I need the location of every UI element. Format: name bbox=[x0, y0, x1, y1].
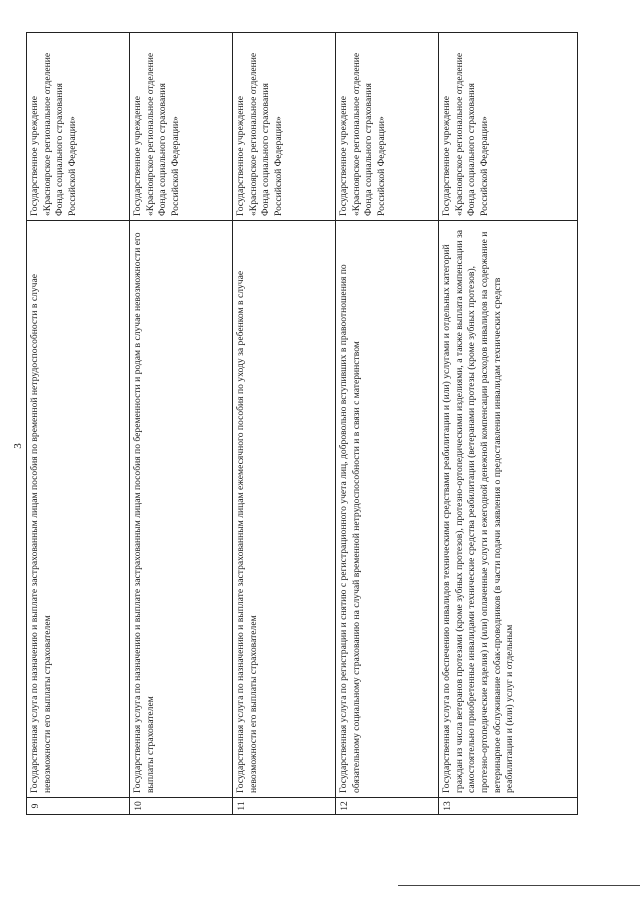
service-provider: Государственное учреждение «Красноярское региональное отделение Фонда социального страхования Российской Федерации» bbox=[336, 33, 439, 221]
services-table bbox=[26, 32, 578, 815]
service-provider: Государственное учреждение «Красноярское региональное отделение Фонда социального страхования Российской Федерации» bbox=[233, 33, 336, 221]
footer-rule bbox=[398, 885, 640, 886]
row-number: 12 bbox=[336, 798, 439, 815]
table-row bbox=[27, 33, 130, 815]
row-number: 13 bbox=[439, 798, 578, 815]
table-row bbox=[233, 33, 336, 815]
table-row bbox=[439, 33, 578, 815]
service-description: Государственная услуга по назначению и выплате застрахованным лицам ежемесячного пособия по уходу за ребенком в случае невозможности его выплаты страхователем bbox=[233, 221, 336, 798]
row-number: 9 bbox=[27, 798, 130, 815]
page-number: 3 bbox=[11, 443, 24, 449]
table-row bbox=[336, 33, 439, 815]
service-description: Государственная услуга по назначению и выплате застрахованным лицам пособия по временной нетрудоспособности в случае невозможности его выплаты страхователем bbox=[27, 221, 130, 798]
row-number: 10 bbox=[130, 798, 233, 815]
service-provider: Государственное учреждение «Красноярское региональное отделение Фонда социального страхования Российской Федерации» bbox=[130, 33, 233, 221]
table-row bbox=[130, 33, 233, 815]
service-description: Государственная услуга по назначению и выплате застрахованным лицам пособия по беременности и родам в случае невозможности его выплаты страхователем bbox=[130, 221, 233, 798]
service-provider: Государственное учреждение «Красноярское региональное отделение Фонда социального страхования Российской Федерации» bbox=[27, 33, 130, 221]
service-description: Государственная услуга по регистрации и снятию с регистрационного учета лиц, добровольно вступивших в правоотношения по обязательному социальному страхованию на случай временной нетрудоспособности и в связи с материнством bbox=[336, 221, 439, 798]
row-number: 11 bbox=[233, 798, 336, 815]
rotated-table-container bbox=[26, 33, 578, 815]
service-description: Государственная услуга по обеспечению инвалидов техническими средствами реабилитации и (или) услугами и отдельных категорий граждан из числа ветеранов протезами (кроме зубных протезов), протезно-ортопедическими изделиями, а также выплата компенсации за самостоятельно приобретенные инвалидами технические средства реабилитации (ветеранами протезы (кроме зубных протезов), протезно-ортопедические изделия) и (или) оплаченные услуги и ежегодной денежной компенсации расходов инвалидов на содержание и ветеринарное обслуживание собак-проводников (в части подачи заявления о предоставлении инвалидам технических средств реабилитации и (или) услуг и отдельным bbox=[439, 221, 578, 798]
service-provider: Государственное учреждение «Красноярское региональное отделение Фонда социального страхования Российской Федерации» bbox=[439, 33, 578, 221]
